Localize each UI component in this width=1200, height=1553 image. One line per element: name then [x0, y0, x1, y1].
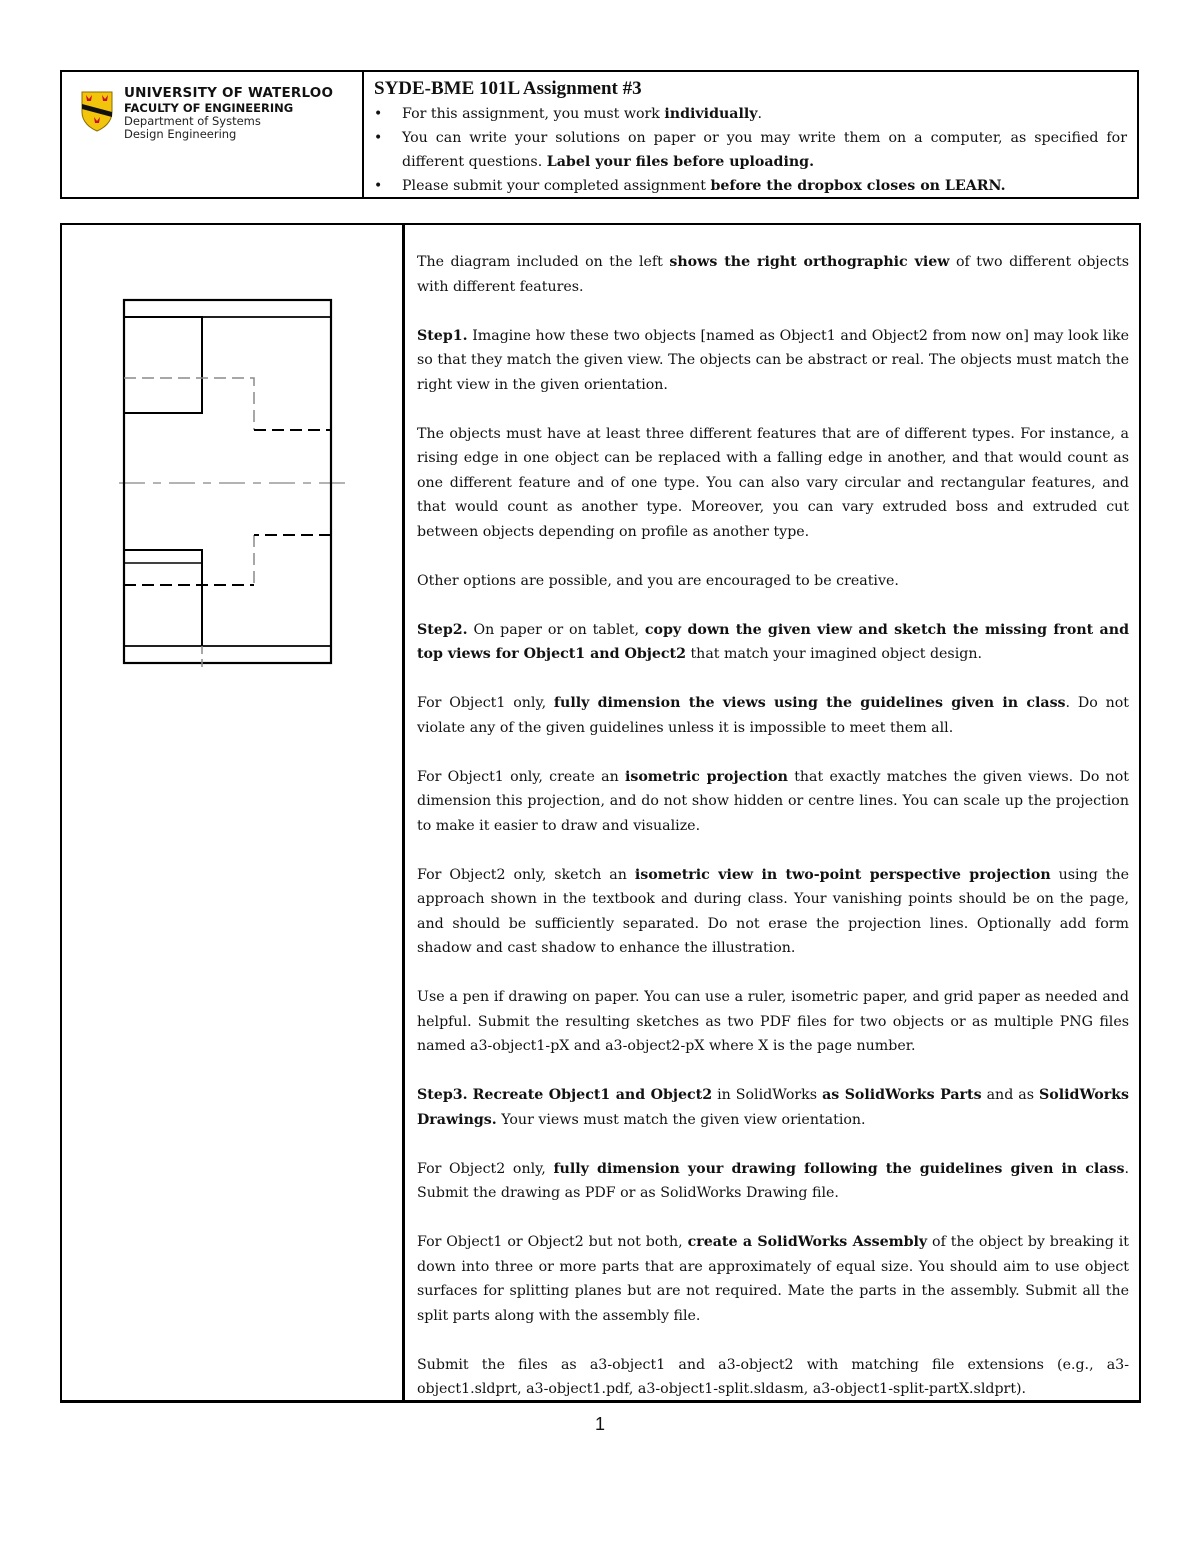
instruction-paragraph	[417, 422, 1129, 545]
text-run: For this assignment, you must work	[402, 106, 665, 122]
bold-text: before the dropbox closes on LEARN.	[710, 178, 1006, 194]
text-run: .	[757, 106, 763, 122]
instruction-paragraph	[417, 765, 1129, 839]
bold-text: SolidWorks Drawings.	[417, 1087, 1129, 1128]
university-name-block	[124, 86, 333, 141]
right-orthographic-view-diagram	[62, 225, 402, 695]
university-logo-block	[62, 72, 364, 197]
text-run: Please submit your completed assignment	[402, 178, 711, 194]
text-run: Your views must match the given view orientation.	[496, 1111, 866, 1128]
instruction-item	[402, 174, 1127, 198]
text-run: of the object by breaking it down into three or more parts that are approximately of equal size. You should aim to use object surfaces for splitting planes but are not required. Mate the parts in the assembly. Submit all the split parts along with the assembly file.	[417, 1234, 1130, 1324]
instruction-item	[402, 126, 1127, 174]
bold-text: fully dimension the views using the guidelines given in class	[553, 695, 1066, 711]
university-crest-icon	[80, 90, 114, 132]
department-line-1: Department of Systems	[124, 113, 261, 128]
text-run: For Object2 only,	[417, 1160, 554, 1177]
instruction-paragraph	[417, 324, 1129, 398]
bold-text: Label your files before uploading.	[546, 154, 815, 170]
text-run: For Object1 or Object2 but not both,	[417, 1234, 688, 1250]
instruction-paragraph	[417, 1230, 1129, 1328]
department-line-2: Design Engineering	[124, 126, 237, 141]
page-number: 1	[594, 1414, 605, 1434]
bold-text: create a SolidWorks Assembly	[687, 1234, 928, 1250]
text-run: using the approach shown in the textbook and during class. Your vanishing points should be on the page, and should be sufficiently separated. Do not erase the projection lines. Optionally add form shadow and cast shadow to enhance the illustration.	[417, 866, 1129, 956]
instruction-paragraph	[417, 618, 1129, 667]
bold-text: isometric view in two-point perspective projection	[634, 866, 1051, 883]
faculty-name: FACULTY OF ENGINEERING	[124, 100, 294, 115]
instruction-paragraph	[417, 1083, 1129, 1132]
text-run: of two different objects with different features.	[417, 254, 1129, 295]
instruction-paragraph	[417, 250, 1129, 299]
assignment-title: SYDE-BME 101L Assignment #3	[374, 78, 642, 99]
text-run: On paper or on tablet,	[467, 621, 645, 638]
instructions-text	[405, 225, 1139, 1400]
upper-notch-outline	[124, 317, 202, 413]
text-run: The diagram included on the left	[417, 254, 670, 270]
text-run: You can write your solutions on paper or you may write them on a computer, as specified for different questions.	[402, 130, 1127, 170]
text-run: . Submit the drawing as PDF or as SolidWorks Drawing file.	[417, 1160, 1129, 1201]
text-run: The objects must have at least three different features that are of different types. For instance, a rising edge in one object can be replaced with a falling edge in another, and that would count as one different feature and of one type. You can also vary circular and rectangular features, and that would count as another type. Moreover, you can vary extruded boss and extruded cut between objects depending on profile as another type.	[417, 425, 1129, 540]
bold-text: Step3.	[417, 1087, 468, 1103]
text-run: that match your imagined object design.	[685, 646, 982, 662]
lower-notch-outline	[124, 550, 202, 646]
assignment-body	[60, 223, 1141, 1403]
instruction-paragraph	[417, 1157, 1129, 1206]
text-run: For Object1 only,	[417, 695, 554, 711]
text-run: in SolidWorks	[712, 1087, 823, 1103]
text-run: Imagine how these two objects [named as Object1 and Object2 from now on] may look like so that they match the given view. The objects can be abstract or real. The objects must match the right view in the given orientation.	[417, 327, 1129, 393]
outer-outline	[124, 300, 331, 663]
instruction-paragraph	[417, 985, 1129, 1059]
instruction-paragraph	[417, 569, 1129, 594]
text-run: For Object1 only, create an	[417, 768, 625, 785]
bold-text: individually	[664, 106, 758, 122]
text-run: that exactly matches the given views. Do not dimension this projection, and do not show hidden or centre lines. You can scale up the projection to make it easier to draw and visualize.	[417, 768, 1129, 834]
bold-text: copy down the given view and sketch the missing front and top views for Object1 and Object2	[417, 621, 1129, 662]
bold-text: Step2.	[417, 621, 468, 638]
hidden-line-upper	[124, 378, 254, 430]
text-run: Other options are possible, and you are encouraged to be creative.	[417, 572, 899, 589]
instruction-paragraph	[417, 1353, 1129, 1402]
bold-text: as SolidWorks Parts	[822, 1087, 982, 1103]
instruction-paragraph	[417, 691, 1129, 740]
text-run: For Object2 only, sketch an	[417, 866, 635, 883]
bold-text: Step1.	[417, 327, 468, 344]
diagram-panel	[62, 225, 405, 1400]
instruction-paragraph	[417, 863, 1129, 961]
bold-text: Recreate Object1 and Object2	[472, 1087, 713, 1103]
text-run: Submit the files as a3-object1 and a3-object2 with matching file extensions (e.g., a3-object1.sldprt, a3-object1.pdf, a3-object1-split.sldasm, a3-object1-split-partX.sldprt).	[417, 1356, 1129, 1397]
instruction-item	[402, 102, 1127, 126]
assignment-header	[60, 70, 1139, 199]
text-run: . Do not violate any of the given guidelines unless it is impossible to meet them all.	[417, 695, 1130, 736]
university-name: UNIVERSITY OF WATERLOO	[124, 85, 334, 101]
text-run: Use a pen if drawing on paper. You can use a ruler, isometric paper, and grid paper as needed and helpful. Submit the resulting sketches as two PDF files for two objects or as multiple PNG files named a3-object1-pX and a3-object2-pX where X is the page number.	[417, 989, 1129, 1054]
bold-text: fully dimension your drawing following the guidelines given in class	[553, 1160, 1125, 1177]
assignment-info	[364, 72, 1137, 197]
bold-text: shows the right orthographic view	[669, 254, 950, 270]
instruction-list	[374, 102, 1127, 198]
bold-text: isometric projection	[624, 768, 788, 785]
text-run: and as	[981, 1087, 1040, 1103]
